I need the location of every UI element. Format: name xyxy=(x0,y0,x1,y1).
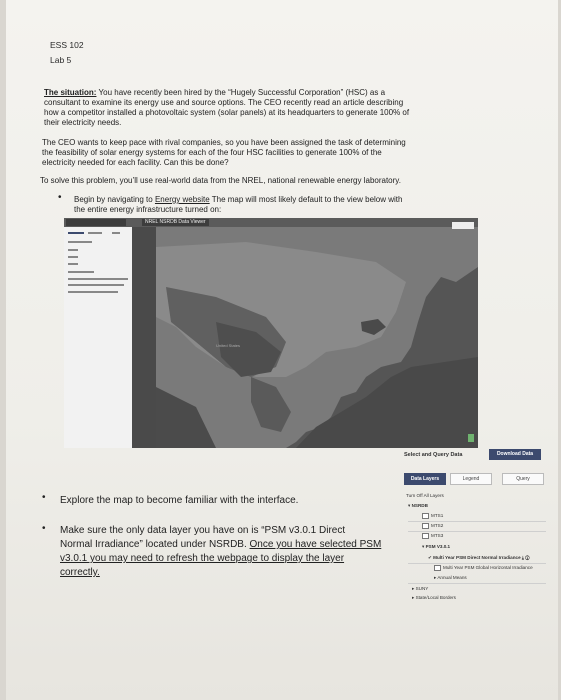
side-blur xyxy=(88,232,102,234)
caret-right-icon: ▸ xyxy=(434,575,438,580)
turn-off-all-layers-link[interactable]: Turn Off All Layers xyxy=(406,493,444,498)
bullet-dot: • xyxy=(42,492,46,503)
caret-down-icon: ▾ xyxy=(422,544,426,549)
map-legend-swatch xyxy=(468,434,474,442)
side-blur xyxy=(68,232,84,234)
nsrdb-group[interactable]: ▾ NSRDB xyxy=(408,503,428,508)
bullet3-line-3: v3.0.1 you may need to refresh the webpage to display the layer xyxy=(60,553,345,564)
layer-psm-dni[interactable]: ✔ Multi Year PSM Direct Normal Irradiance ⤓ ⓘ xyxy=(428,555,530,560)
course-code: ESS 102 xyxy=(50,40,84,50)
bullet-dot: • xyxy=(42,523,46,534)
layer-psm-ghi[interactable]: Multi Year PSM Global Horizontal Irradiance xyxy=(434,565,533,571)
map-tab-blur-2 xyxy=(100,219,126,226)
side-blur xyxy=(68,256,78,258)
situation-line-3: how a competitor installed a photovoltaic system (solar panels) at its headquarters to generate 100% of xyxy=(44,108,410,117)
map-canvas[interactable] xyxy=(156,227,478,448)
layer-mts3[interactable]: MTS3 xyxy=(422,533,443,539)
checkmark-icon: ✔ xyxy=(428,555,434,560)
side-blur xyxy=(68,291,118,293)
bullet-dot: • xyxy=(58,192,62,203)
bullet1-line-1: Begin by navigating to Energy website The map will most likely default to the view below with xyxy=(74,195,403,204)
ceo-line-2: the feasibility of solar energy systems for each of the four HSC facilities to generate 100% of the xyxy=(42,148,382,157)
zoom-controls[interactable] xyxy=(452,222,474,229)
side-blur xyxy=(68,278,128,280)
lab-number: Lab 5 xyxy=(50,55,72,65)
checkbox-icon xyxy=(434,565,441,571)
side-blur xyxy=(112,232,120,234)
tab-data-layers[interactable]: Data Layers xyxy=(404,473,446,485)
map-toolbar xyxy=(64,218,478,227)
info-icon[interactable]: ⓘ xyxy=(525,555,530,560)
map-screenshot xyxy=(64,218,478,448)
map-tab-title: NREL NSRDB Data Viewer xyxy=(142,219,209,226)
side-blur xyxy=(68,263,78,265)
situation-label: The situation: xyxy=(44,88,97,97)
checkbox-icon xyxy=(422,523,429,529)
situation-line-2: consultant to examine its energy use and source options. The CEO recently read an article describing xyxy=(44,98,404,107)
row-divider xyxy=(408,583,546,584)
state-borders-group[interactable]: ▸ State/Local Borders xyxy=(412,595,456,600)
select-query-title: Select and Query Data xyxy=(404,452,463,458)
situation-line-4: their electricity needs. xyxy=(44,118,122,127)
caret-right-icon: ▸ xyxy=(412,595,416,600)
energy-website-link[interactable]: Energy website xyxy=(154,195,210,204)
side-blur xyxy=(68,284,124,286)
annual-means-group[interactable]: ▸ Annual Means xyxy=(434,575,467,580)
bullet2-text: Explore the map to become familiar with the interface. xyxy=(60,495,299,506)
suny-group[interactable]: ▸ SUNY xyxy=(412,586,429,591)
map-tab-blur xyxy=(66,219,102,226)
psm-group[interactable]: ▾ PSM V3.0.1 xyxy=(422,544,451,549)
checkbox-icon xyxy=(422,513,429,519)
data-layers-panel xyxy=(404,452,549,602)
document-page xyxy=(6,0,558,700)
map-sidebar xyxy=(64,227,132,448)
solve-paragraph: To solve this problem, you’ll use real-world data from the NREL, national renewable energy laboratory. xyxy=(40,176,401,185)
side-blur xyxy=(68,241,92,243)
bullet3-line-2: Normal Irradiance” located under NSRDB. Once you have selected PSM xyxy=(60,539,382,550)
download-icon[interactable]: ⤓ xyxy=(520,555,526,560)
download-data-button[interactable]: Download Data xyxy=(489,449,541,460)
caret-down-icon: ▾ xyxy=(408,503,412,508)
tab-query[interactable]: Query xyxy=(502,473,544,485)
tab-legend[interactable]: Legend xyxy=(450,473,492,485)
bullet3-line-1: Make sure the only data layer you have on is “PSM v3.0.1 Direct xyxy=(60,525,346,536)
situation-line-1: The situation: You have recently been hired by the “Hugely Successful Corporation” (HSC) as a xyxy=(44,88,386,97)
layer-mts1[interactable]: MTS1 xyxy=(422,513,443,519)
bullet1-line-2: the entire energy infrastructure turned on: xyxy=(74,205,222,214)
ceo-line-1: The CEO wants to keep pace with rival companies, so you have been assigned the task of determining xyxy=(42,138,406,147)
bullet3-line-4: correctly. xyxy=(60,567,100,578)
row-divider xyxy=(408,531,546,532)
ceo-line-3: electricity needed for each facility. Can this be done? xyxy=(42,158,229,167)
row-divider xyxy=(408,563,546,564)
side-blur xyxy=(68,249,78,251)
side-blur xyxy=(68,271,94,273)
layer-mts2[interactable]: MTS2 xyxy=(422,523,443,529)
checkbox-icon xyxy=(422,533,429,539)
row-divider xyxy=(408,521,546,522)
caret-right-icon: ▸ xyxy=(412,586,416,591)
svg-text:United States: United States xyxy=(216,343,241,348)
